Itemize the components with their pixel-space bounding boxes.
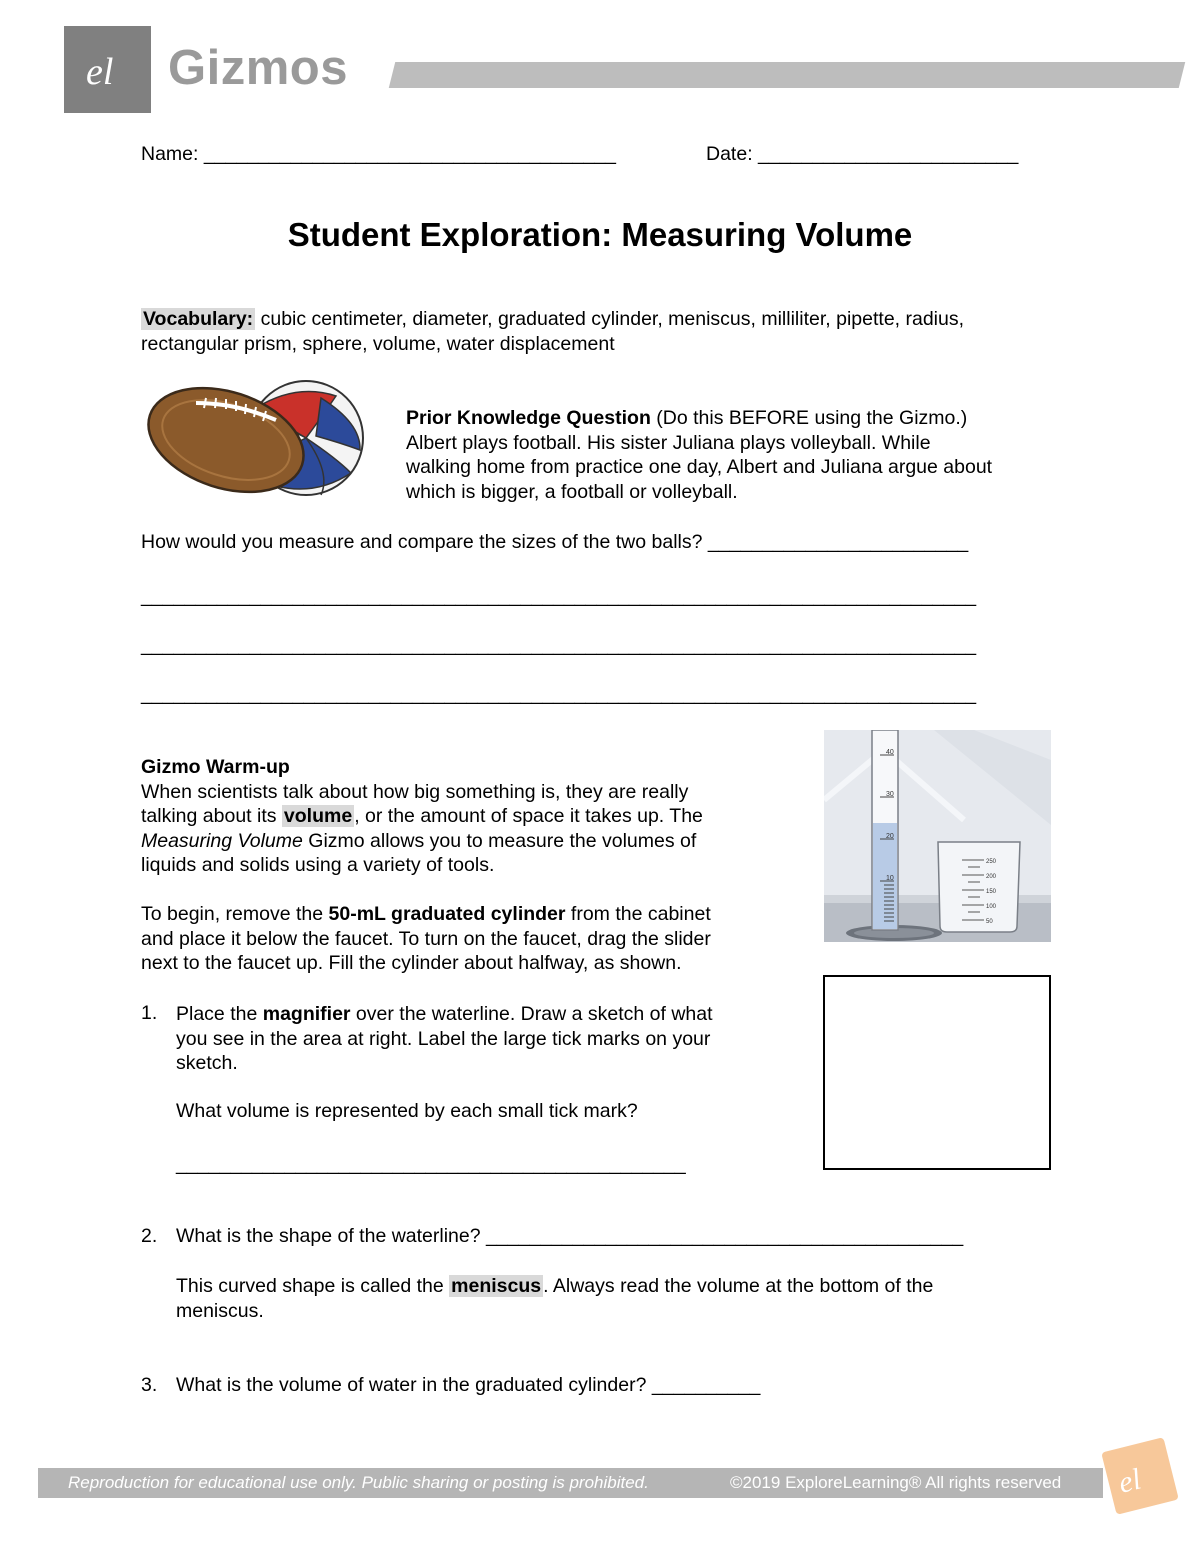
magnifier-term: magnifier (262, 1003, 351, 1025)
q1-line-1c: over the waterline. Draw a sketch of what (350, 1003, 713, 1025)
el-logo-icon (64, 26, 151, 113)
page-title: Student Exploration: Measuring Volume (287, 216, 913, 253)
question-3-number: 3. (141, 1374, 158, 1396)
warmup-p1-line-4: liquids and solids using a variety of tools. (141, 854, 495, 876)
date-field[interactable]: Date: ________________________ (706, 143, 1019, 165)
warmup-section (141, 755, 801, 976)
cylinder-tick-40: 40 (886, 749, 894, 756)
warmup-p2-line-2: and place it below the faucet. To turn on the faucet, drag the slider (141, 927, 711, 950)
answer-line-1[interactable]: _____________________________________________________________________________ (141, 585, 977, 607)
q1-line-2: you see in the area at right. Label the large tick marks on your (176, 1027, 711, 1050)
prior-knowledge-heading: Prior Knowledge Question (406, 407, 651, 429)
beaker-label-250: 250 (986, 859, 997, 865)
beaker-label-50: 50 (986, 919, 993, 925)
volume-term: volume (283, 805, 353, 827)
warmup-p2-line-1a: To begin, remove the (141, 903, 329, 925)
warmup-p2-line-1c: from the cabinet (565, 903, 711, 925)
q2-note-line-2: meniscus. (176, 1299, 264, 1322)
cylinder-term: 50-mL graduated cylinder (328, 903, 566, 925)
prior-knowledge-question[interactable]: How would you measure and compare the sizes of the two balls? ________________________ (141, 531, 969, 553)
svg-text:el: el (1115, 1462, 1145, 1500)
vocabulary-line-2: rectangular prism, sphere, volume, water displacement (141, 332, 615, 355)
cylinder-tick-20: 20 (886, 833, 894, 840)
beaker-label-150: 150 (986, 889, 997, 895)
footer-disclaimer: Reproduction for educational use only. Public sharing or posting is prohibited. (68, 1473, 649, 1492)
football-volleyball-image (146, 378, 366, 502)
q1-line-1a: Place the (176, 1003, 263, 1025)
gizmo-name: Measuring Volume (141, 829, 303, 852)
meniscus-note (176, 1274, 1056, 1323)
prior-knowledge-line-1: Albert plays football. His sister Juliana plays volleyball. While (406, 431, 931, 454)
beaker-label-200: 200 (986, 874, 997, 880)
vocabulary-line-1: cubic centimeter, diameter, graduated cylinder, meniscus, milliliter, pipette, radius, (255, 308, 965, 330)
warmup-p1-line-3: Gizmo allows you to measure the volumes of (302, 829, 697, 852)
prior-knowledge-line-3: which is bigger, a football or volleyball. (406, 480, 738, 503)
cylinder-tick-10: 10 (886, 875, 894, 882)
q2-note-b: . Always read the volume at the bottom of the (543, 1275, 934, 1297)
question-1-number: 1. (141, 1002, 158, 1024)
prior-knowledge-line-2: walking home from practice one day, Albert and Juliana argue about (406, 456, 993, 478)
warmup-p1-line-2b: , or the amount of space it takes up. The (354, 805, 703, 827)
prior-knowledge-section (406, 406, 1086, 504)
vocabulary-section (141, 307, 1071, 356)
answer-line-2[interactable]: _____________________________________________________________________________ (141, 634, 977, 656)
q2-note-a: This curved shape is called the (176, 1275, 450, 1297)
answer-line-3[interactable]: _____________________________________________________________________________ (141, 683, 977, 705)
question-2-number: 2. (141, 1225, 158, 1247)
explorelearning-logo (64, 26, 151, 113)
footer-el-logo-icon (1096, 1432, 1183, 1519)
cylinder-tick-30: 30 (886, 791, 894, 798)
header-divider-bar (389, 62, 1185, 88)
svg-text:el: el (86, 51, 114, 93)
warmup-p2-line-3: next to the faucet up. Fill the cylinder about halfway, as shown. (141, 952, 682, 974)
brand-title: Gizmos (168, 41, 348, 95)
warmup-p1-line-1: When scientists talk about how big something is, they are really (141, 780, 689, 803)
vocabulary-label: Vocabulary: (143, 308, 254, 330)
question-1 (176, 1002, 796, 1076)
warmup-heading: Gizmo Warm-up (141, 756, 290, 778)
question-3[interactable]: What is the volume of water in the graduated cylinder? __________ (176, 1374, 761, 1396)
name-field[interactable]: Name: ______________________________________ (141, 143, 616, 165)
meniscus-term: meniscus (451, 1275, 542, 1297)
q1-line-3: sketch. (176, 1052, 238, 1074)
prior-knowledge-note: (Do this BEFORE using the Gizmo.) (650, 407, 968, 429)
warmup-p1-line-2a: talking about its (141, 805, 282, 827)
q1-subquestion: What volume is represented by each small tick mark? (176, 1100, 638, 1122)
footer-copyright: ©2019 ExploreLearning® All rights reserved (730, 1473, 1062, 1492)
sketch-area[interactable] (823, 975, 1051, 1170)
graduated-cylinder-image (824, 730, 1051, 942)
question-2[interactable]: What is the shape of the waterline? ____________________________________________ (176, 1225, 964, 1247)
beaker-label-100: 100 (986, 904, 997, 910)
q1-answer-line[interactable]: _______________________________________________ (176, 1153, 686, 1175)
